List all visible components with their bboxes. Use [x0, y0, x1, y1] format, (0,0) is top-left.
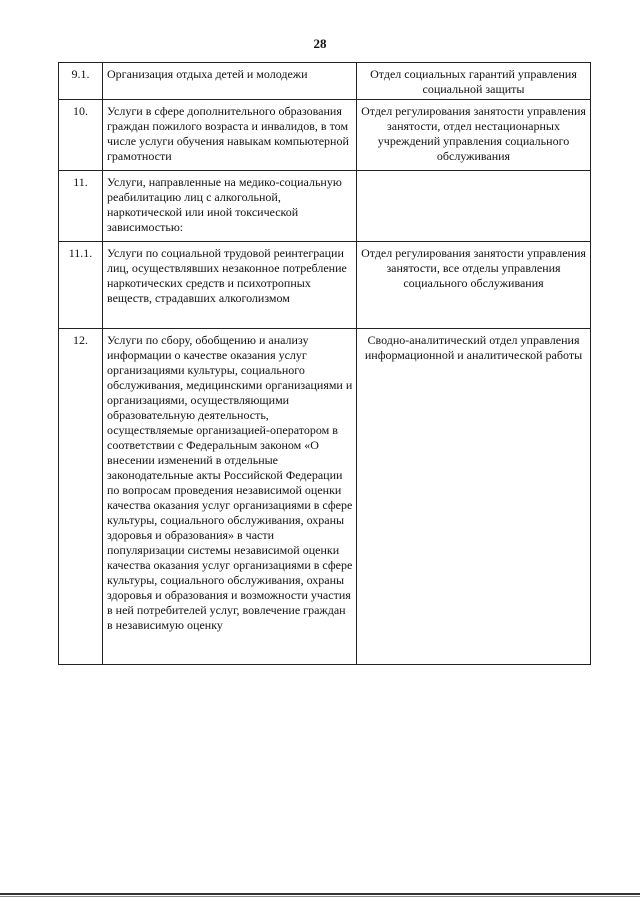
table-row	[59, 63, 591, 100]
services-table	[58, 62, 591, 665]
row-number: 9.1.	[59, 63, 103, 100]
row-number: 12.	[59, 329, 103, 665]
table-row	[59, 100, 591, 171]
responsible-department: Отдел регулирования занятости управления занятости, все отделы управления социального обслуживания	[357, 242, 591, 329]
responsible-department: Сводно-аналитический отдел управления информационной и аналитической работы	[357, 329, 591, 665]
row-number: 11.	[59, 171, 103, 242]
responsible-department: Отдел социальных гарантий управления социальной защиты	[357, 63, 591, 100]
scan-edge-line-thin	[0, 896, 640, 897]
service-description: Услуги в сфере дополнительного образования граждан пожилого возраста и инвалидов, в том числе услуги обучения навыкам компьютерной грамотности	[103, 100, 357, 171]
row-number: 10.	[59, 100, 103, 171]
page-number: 28	[313, 36, 327, 51]
service-description: Услуги по сбору, обобщению и анализу информации о качестве оказания услуг организациями культуры, социального обслуживания, медицинскими организациями и организациями, осуществляющими образовательную деятельность, осуществляемые организацией-оператором в соответствии с Федеральным законом «О внесении изменений в отдельные законодательные акты Российской Федерации по вопросам проведения независимой оценки качества оказания услуг организациями в сфере культуры, социального обслуживания, охраны здоровья и образования» в части популяризации системы независимой оценки качества оказания услуг организациями в сфере культуры, социального обслуживания, охраны здоровья и образования и возможности участия в ней потребителей услуг, вовлечение граждан в независимую оценку	[103, 329, 357, 665]
row-number: 11.1.	[59, 242, 103, 329]
service-description: Организация отдыха детей и молодежи	[103, 63, 357, 100]
responsible-department	[357, 171, 591, 242]
table-row	[59, 329, 591, 665]
service-description: Услуги, направленные на медико-социальную реабилитацию лиц с алкогольной, наркотической или иной токсической зависимостью:	[103, 171, 357, 242]
table-row	[59, 171, 591, 242]
responsible-department: Отдел регулирования занятости управления занятости, отдел нестационарных учреждений управления социального обслуживания	[357, 100, 591, 171]
table-row	[59, 242, 591, 329]
scan-edge-line	[0, 893, 640, 895]
service-description: Услуги по социальной трудовой реинтеграции лиц, осуществлявших незаконное потребление наркотических средств и психотропных веществ, страдавших алкоголизмом	[103, 242, 357, 329]
